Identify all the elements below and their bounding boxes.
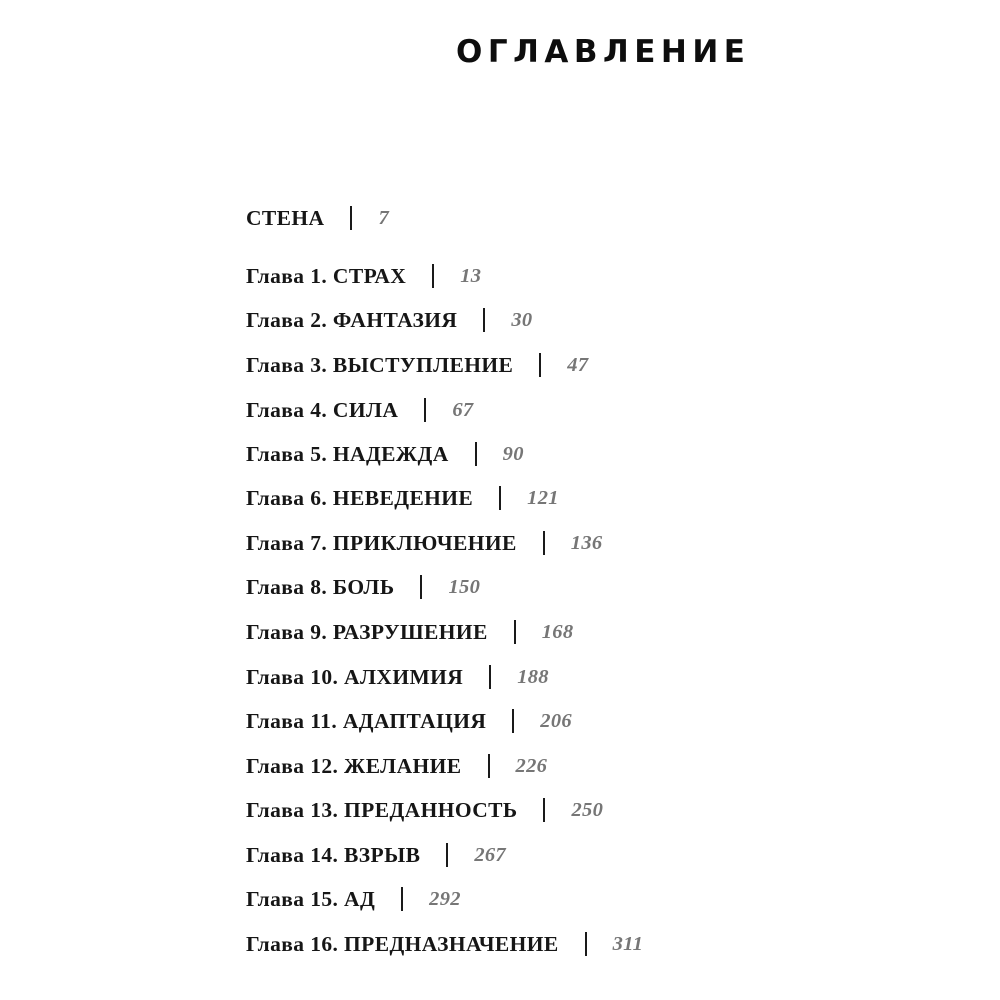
toc-entry bbox=[246, 751, 547, 781]
toc-entry-title: СТЕНА bbox=[246, 205, 325, 230]
toc-separator bbox=[514, 620, 516, 644]
toc-entry-page: 188 bbox=[517, 665, 549, 688]
toc-separator bbox=[420, 575, 422, 599]
toc-entry bbox=[246, 572, 480, 602]
toc-entry-page: 150 bbox=[448, 575, 481, 598]
toc-entry-page: 267 bbox=[474, 843, 506, 866]
toc-entry-page: 47 bbox=[567, 353, 589, 376]
toc-entry-title: Глава 15. АД bbox=[246, 886, 376, 911]
toc-entry-title: Глава 12. ЖЕЛАНИЕ bbox=[246, 753, 462, 778]
toc-separator bbox=[539, 353, 541, 377]
toc-entry bbox=[246, 350, 588, 380]
toc-entry bbox=[246, 617, 573, 647]
toc-entry-title: Глава 7. ПРИКЛЮЧЕНИЕ bbox=[246, 530, 517, 555]
toc-entry-title: Глава 4. СИЛА bbox=[246, 397, 399, 422]
toc-entry bbox=[246, 439, 524, 469]
toc-entry-title: Глава 3. ВЫСТУПЛЕНИЕ bbox=[246, 352, 514, 377]
toc-entry-title: Глава 16. ПРЕДНАЗНАЧЕНИЕ bbox=[246, 931, 559, 956]
toc-entry-title: Глава 13. ПРЕДАННОСТЬ bbox=[246, 797, 518, 822]
toc-entry-title: Глава 6. НЕВЕДЕНИЕ bbox=[246, 485, 474, 510]
toc-entry bbox=[246, 706, 572, 736]
toc-entry-title: Глава 14. ВЗРЫВ bbox=[246, 842, 421, 867]
toc-entry bbox=[246, 528, 602, 558]
toc-entry bbox=[246, 929, 643, 959]
toc-separator bbox=[512, 709, 514, 733]
toc-entry-title: Глава 9. РАЗРУШЕНИЕ bbox=[246, 619, 488, 644]
toc-separator bbox=[424, 398, 426, 422]
toc-separator bbox=[499, 486, 501, 510]
toc-separator bbox=[543, 798, 545, 822]
toc-entry-page: 7 bbox=[378, 206, 390, 229]
toc-entry-title: Глава 8. БОЛЬ bbox=[246, 574, 395, 599]
toc-entry bbox=[246, 395, 473, 425]
toc-entry-title: Глава 1. СТРАХ bbox=[246, 263, 407, 288]
toc-entry bbox=[246, 305, 532, 335]
toc-separator bbox=[350, 206, 352, 230]
toc-entry bbox=[246, 483, 559, 513]
toc-separator bbox=[489, 665, 491, 689]
toc-entry bbox=[246, 203, 389, 233]
toc-entry-page: 311 bbox=[612, 932, 644, 955]
toc-entry-page: 206 bbox=[540, 709, 572, 732]
toc-entry-page: 250 bbox=[571, 798, 604, 821]
toc-entry bbox=[246, 662, 549, 692]
toc-entry-page: 292 bbox=[429, 887, 461, 910]
toc-entry-title: Глава 5. НАДЕЖДА bbox=[246, 441, 449, 466]
toc-separator bbox=[585, 932, 587, 956]
toc-entry-page: 90 bbox=[502, 442, 524, 465]
toc-entry-page: 136 bbox=[570, 531, 603, 554]
toc-separator bbox=[475, 442, 477, 466]
toc-separator bbox=[483, 308, 485, 332]
page-title: ОГЛАВЛЕНИЕ bbox=[456, 34, 751, 70]
toc-separator bbox=[446, 843, 448, 867]
toc-entry-page: 13 bbox=[460, 264, 482, 287]
toc-entry-title: Глава 11. АДАПТАЦИЯ bbox=[246, 708, 487, 733]
toc-separator bbox=[488, 754, 490, 778]
toc-entry-title: Глава 10. АЛХИМИЯ bbox=[246, 664, 464, 689]
toc-separator bbox=[401, 887, 403, 911]
toc-separator bbox=[543, 531, 545, 555]
toc-entry bbox=[246, 261, 481, 291]
toc-entry-page: 121 bbox=[527, 486, 559, 509]
toc-separator bbox=[432, 264, 434, 288]
toc-entry bbox=[246, 840, 506, 870]
toc-entry-page: 226 bbox=[515, 754, 548, 777]
toc-entry-page: 67 bbox=[452, 398, 474, 421]
toc-entry-page: 30 bbox=[511, 308, 533, 331]
toc-entry-page: 168 bbox=[541, 620, 574, 643]
toc-entry bbox=[246, 795, 603, 825]
toc-entry-title: Глава 2. ФАНТАЗИЯ bbox=[246, 307, 458, 332]
toc-entry bbox=[246, 884, 461, 914]
